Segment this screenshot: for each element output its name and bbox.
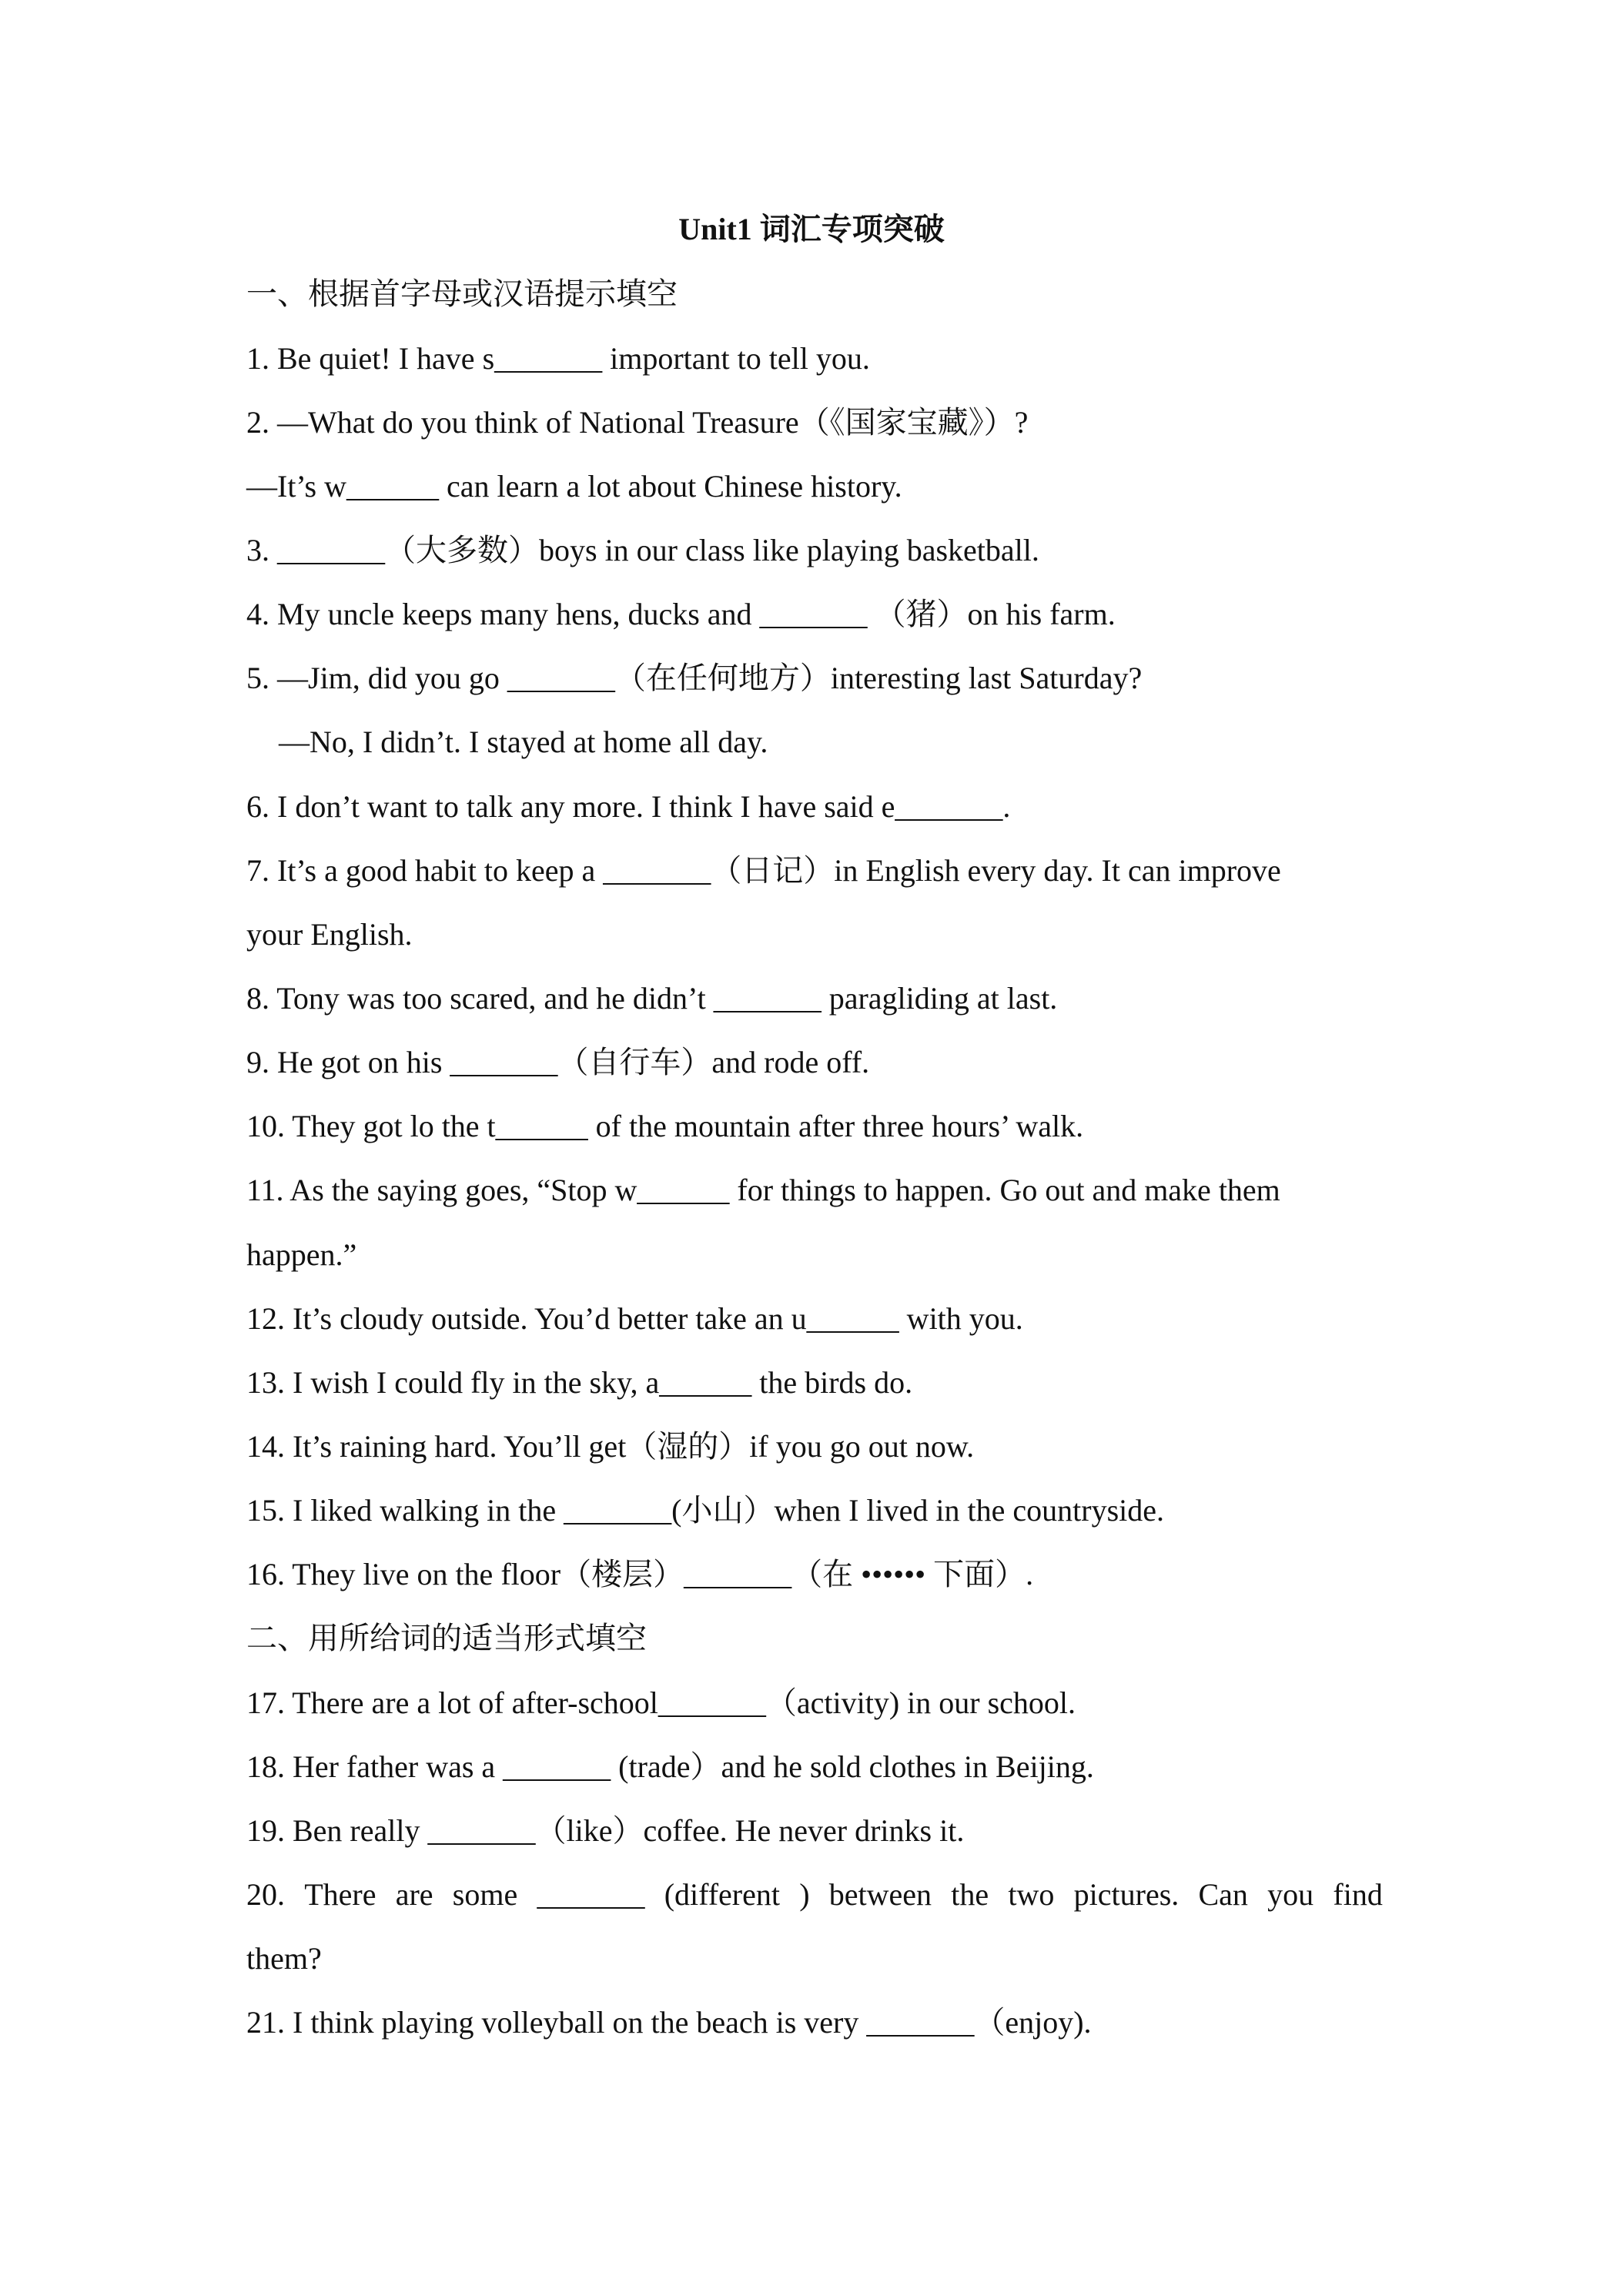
- question-7-line-2: your English.: [246, 917, 413, 952]
- question-20-word: some: [452, 1877, 518, 1912]
- question-2-prompt: 2. —What do you think of National Treasure（《国家宝藏》）?: [246, 405, 1029, 440]
- question-4: 4. My uncle keeps many hens, ducks and _______ （猪）on his farm.: [246, 597, 1116, 631]
- question-20-word: There: [304, 1877, 376, 1912]
- question-20-word: the: [951, 1877, 989, 1912]
- question-20-word: two: [1008, 1877, 1055, 1912]
- question-20-blank: _______: [537, 1877, 645, 1912]
- question-6: 6. I don’t want to talk any more. I think I have said e_______.: [246, 789, 1011, 824]
- question-20-word: pictures.: [1073, 1877, 1180, 1912]
- question-13: 13. I wish I could fly in the sky, a______ the birds do.: [246, 1365, 913, 1400]
- question-20-line-2: them?: [246, 1941, 322, 1976]
- question-20-word: are: [395, 1877, 433, 1912]
- question-10: 10. They got lo the t______ of the mountain after three hours’ walk.: [246, 1109, 1084, 1143]
- question-17: 17. There are a lot of after-school_______（activity) in our school.: [246, 1685, 1076, 1720]
- question-16: 16. They live on the floor（楼层）_______（在 •••••• 下面）.: [246, 1557, 1034, 1591]
- question-11-line-2: happen.”: [246, 1237, 357, 1272]
- question-20-line-1: [246, 1872, 1383, 1918]
- question-20-word: between: [828, 1877, 932, 1912]
- question-14: 14. It’s raining hard. You’ll get（湿的）if you go out now.: [246, 1429, 975, 1464]
- question-9: 9. He got on his _______（自行车）and rode off.: [246, 1045, 870, 1079]
- question-5-response: —No, I didn’t. I stayed at home all day.: [279, 725, 768, 759]
- question-19: 19. Ben really _______（like）coffee. He never drinks it.: [246, 1813, 965, 1848]
- question-1: 1. Be quiet! I have s_______ important to tell you.: [246, 341, 870, 376]
- question-2-response: —It’s w______ can learn a lot about Chinese history.: [246, 469, 902, 504]
- question-7-line-1: 7. It’s a good habit to keep a _______（日记）in English every day. It can improve: [246, 853, 1281, 888]
- question-8: 8. Tony was too scared, and he didn’t _______ paragliding at last.: [246, 981, 1058, 1016]
- question-12: 12. It’s cloudy outside. You’d better take an u______ with you.: [246, 1301, 1023, 1336]
- section-heading-2: 二、用所给词的适当形式填空: [246, 1621, 647, 1655]
- page-title: Unit1 词汇专项突破: [678, 212, 945, 246]
- question-20-word: you: [1267, 1877, 1314, 1912]
- question-20-word: ): [799, 1877, 810, 1912]
- question-15: 15. I liked walking in the _______(小山）when I lived in the countryside.: [246, 1493, 1165, 1528]
- question-11-line-1: 11. As the saying goes, “Stop w______ for things to happen. Go out and make them: [246, 1173, 1280, 1207]
- question-18: 18. Her father was a _______ (trade）and he sold clothes in Beijing.: [246, 1749, 1094, 1784]
- question-20-word: (different: [664, 1877, 780, 1912]
- question-3: 3. _______（大多数）boys in our class like playing basketball.: [246, 533, 1039, 567]
- section-heading-1: 一、根据首字母或汉语提示填空: [246, 276, 678, 311]
- question-5-prompt: 5. —Jim, did you go _______（在任何地方）interesting last Saturday?: [246, 661, 1143, 695]
- question-20-word: 20.: [246, 1877, 285, 1912]
- question-20-word: Can: [1198, 1877, 1248, 1912]
- question-21: 21. I think playing volleyball on the beach is very _______（enjoy).: [246, 2005, 1092, 2040]
- question-20-word: find: [1333, 1877, 1383, 1912]
